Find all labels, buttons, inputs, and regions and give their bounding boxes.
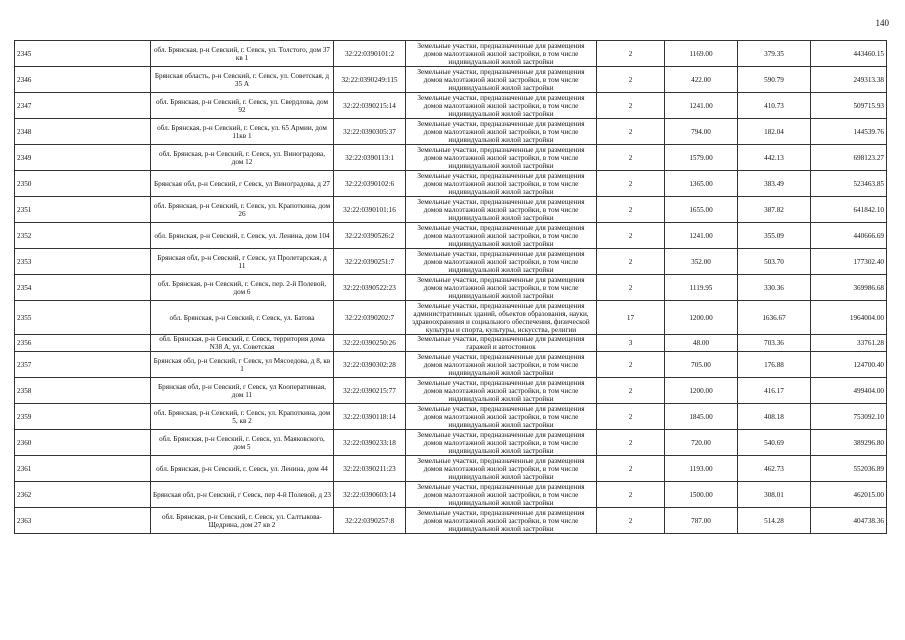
land-use-cell: Земельные участки, предназначенные для размещения домов малоэтажной жилой застройки, в том числе индивидуальной жилой застройки: [406, 41, 597, 67]
row-number: 2361: [15, 456, 151, 482]
cadastral-number-cell: 32:22:0390257:8: [334, 508, 406, 534]
category-code-cell: 2: [597, 456, 665, 482]
category-code-cell: 2: [597, 249, 665, 275]
category-code-cell: 2: [597, 482, 665, 508]
address-cell: обл. Брянская, р-н Севский, г. Севск, ул. Толстого, дом 37 кв 1: [151, 41, 334, 67]
table-row: [15, 508, 887, 534]
cadastral-number-cell: 32:22:0390211:23: [334, 456, 406, 482]
address-cell: обл. Брянская, р-н Севский, г. Севск, ул. Крапоткина, дом 5, кв 2: [151, 404, 334, 430]
row-number: 2355: [15, 301, 151, 335]
specific-value-cell: 383.49: [738, 171, 811, 197]
specific-value-cell: 410.73: [738, 93, 811, 119]
category-code-cell: 3: [597, 335, 665, 352]
category-code-cell: 2: [597, 197, 665, 223]
specific-value-cell: 308.01: [738, 482, 811, 508]
row-number: 2349: [15, 145, 151, 171]
cadastral-value-cell: 124700.40: [811, 352, 887, 378]
specific-value-cell: 540.69: [738, 430, 811, 456]
cadastral-number-cell: 32:22:0390251:7: [334, 249, 406, 275]
specific-value-cell: 590.79: [738, 67, 811, 93]
area-cell: 1655.00: [665, 197, 738, 223]
address-cell: Брянская обл, р-н Севский, г Севск, ул Пролетарская, д 11: [151, 249, 334, 275]
area-cell: 422.00: [665, 67, 738, 93]
row-number: 2354: [15, 275, 151, 301]
cadastral-number-cell: 32:22:0390233:18: [334, 430, 406, 456]
cadastral-number-cell: 32:22:0390603:14: [334, 482, 406, 508]
row-number: 2362: [15, 482, 151, 508]
category-code-cell: 2: [597, 41, 665, 67]
land-use-cell: Земельные участки, предназначенные для размещения домов малоэтажной жилой застройки, в том числе индивидуальной жилой застройки: [406, 275, 597, 301]
cadastral-value-cell: 440666.69: [811, 223, 887, 249]
cadastral-number-cell: 32:22:0390202:7: [334, 301, 406, 335]
category-code-cell: 2: [597, 352, 665, 378]
cadastral-number-cell: 32:22:0390250:26: [334, 335, 406, 352]
specific-value-cell: 503.70: [738, 249, 811, 275]
cadastral-value-cell: 509715.93: [811, 93, 887, 119]
cadastral-value-cell: 641842.10: [811, 197, 887, 223]
cadastral-number-cell: 32:22:0390118:14: [334, 404, 406, 430]
land-use-cell: Земельные участки, предназначенные для размещения домов малоэтажной жилой застройки, в том числе индивидуальной жилой застройки: [406, 482, 597, 508]
area-cell: 352.00: [665, 249, 738, 275]
table-row: [15, 249, 887, 275]
cadastral-value-cell: 499404.00: [811, 378, 887, 404]
area-cell: 1119.95: [665, 275, 738, 301]
specific-value-cell: 330.36: [738, 275, 811, 301]
table-row: [15, 41, 887, 67]
table-row: [15, 119, 887, 145]
area-cell: 1579.00: [665, 145, 738, 171]
category-code-cell: 2: [597, 93, 665, 119]
specific-value-cell: 176.88: [738, 352, 811, 378]
address-cell: обл. Брянская, р-н Севский, г. Севск, ул. Виноградова, дом 12: [151, 145, 334, 171]
land-use-cell: Земельные участки, предназначенные для размещения гаражей и автостоянок: [406, 335, 597, 352]
row-number: 2352: [15, 223, 151, 249]
address-cell: обл. Брянская, р-н Севский, г. Севск, пер. 2-й Полевой, дом 6: [151, 275, 334, 301]
cadastral-value-cell: 404738.36: [811, 508, 887, 534]
area-cell: 1241.00: [665, 223, 738, 249]
cadastral-number-cell: 32:22:0390526:2: [334, 223, 406, 249]
category-code-cell: 2: [597, 378, 665, 404]
land-use-cell: Земельные участки, предназначенные для размещения домов малоэтажной жилой застройки, в том числе индивидуальной жилой застройки: [406, 508, 597, 534]
cadastral-number-cell: 32:22:0390215:77: [334, 378, 406, 404]
area-cell: 787.00: [665, 508, 738, 534]
cadastral-number-cell: 32:22:0390101:16: [334, 197, 406, 223]
category-code-cell: 2: [597, 404, 665, 430]
row-number: 2345: [15, 41, 151, 67]
address-cell: обл. Брянская, р-н Севский, г. Севск, ул. Батова: [151, 301, 334, 335]
address-cell: Брянская обл, р-н Севский, г Севск, пер 4-й Полевой, д 23: [151, 482, 334, 508]
area-cell: 1845.00: [665, 404, 738, 430]
table-row: [15, 93, 887, 119]
category-code-cell: 2: [597, 223, 665, 249]
area-cell: 1169.00: [665, 41, 738, 67]
address-cell: Брянская область, р-н Севский, г. Севск, ул. Советская, д 35 А: [151, 67, 334, 93]
row-number: 2363: [15, 508, 151, 534]
table-row: [15, 482, 887, 508]
area-cell: 1200.00: [665, 378, 738, 404]
cadastral-value-cell: 753092.10: [811, 404, 887, 430]
cadastral-number-cell: 32:22:0390102:6: [334, 171, 406, 197]
land-use-cell: Земельные участки, предназначенные для размещения домов малоэтажной жилой застройки, в том числе индивидуальной жилой застройки: [406, 67, 597, 93]
area-cell: 720.00: [665, 430, 738, 456]
row-number: 2346: [15, 67, 151, 93]
table-row: [15, 456, 887, 482]
land-use-cell: Земельные участки, предназначенные для размещения домов малоэтажной жилой застройки, в том числе индивидуальной жилой застройки: [406, 249, 597, 275]
specific-value-cell: 387.82: [738, 197, 811, 223]
land-use-cell: Земельные участки, предназначенные для размещения домов малоэтажной жилой застройки, в том числе индивидуальной жилой застройки: [406, 197, 597, 223]
category-code-cell: 2: [597, 171, 665, 197]
specific-value-cell: 442.13: [738, 145, 811, 171]
row-number: 2348: [15, 119, 151, 145]
specific-value-cell: 408.18: [738, 404, 811, 430]
address-cell: обл. Брянская, р-н Севский, г. Севск, ул. Ленина, дом 104: [151, 223, 334, 249]
table-row: [15, 430, 887, 456]
cadastral-value-cell: 698123.27: [811, 145, 887, 171]
table-row: [15, 145, 887, 171]
row-number: 2359: [15, 404, 151, 430]
cadastral-value-cell: 177302.40: [811, 249, 887, 275]
land-use-cell: Земельные участки, предназначенные для размещения административных зданий, объектов образования, науки, здравоохранения и социального обеспечения, физической культуры и спорта, культуры, искусства, религии: [406, 301, 597, 335]
row-number: 2356: [15, 335, 151, 352]
row-number: 2347: [15, 93, 151, 119]
row-number: 2357: [15, 352, 151, 378]
cadastral-value-cell: 369986.68: [811, 275, 887, 301]
specific-value-cell: 462.73: [738, 456, 811, 482]
specific-value-cell: 355.09: [738, 223, 811, 249]
land-use-cell: Земельные участки, предназначенные для размещения домов малоэтажной жилой застройки, в том числе индивидуальной жилой застройки: [406, 430, 597, 456]
table-row: [15, 301, 887, 335]
land-use-cell: Земельные участки, предназначенные для размещения домов малоэтажной жилой застройки, в том числе индивидуальной жилой застройки: [406, 378, 597, 404]
cadastral-number-cell: 32:22:0390101:2: [334, 41, 406, 67]
land-use-cell: Земельные участки, предназначенные для размещения домов малоэтажной жилой застройки, в том числе индивидуальной жилой застройки: [406, 223, 597, 249]
category-code-cell: 17: [597, 301, 665, 335]
address-cell: обл. Брянская, р-н Севский, г. Севск, ул. Крапоткина, дом 26: [151, 197, 334, 223]
specific-value-cell: 416.17: [738, 378, 811, 404]
area-cell: 705.00: [665, 352, 738, 378]
category-code-cell: 2: [597, 119, 665, 145]
cadastral-value-cell: 1964004.00: [811, 301, 887, 335]
area-cell: 1365.00: [665, 171, 738, 197]
area-cell: 794.00: [665, 119, 738, 145]
cadastral-value-cell: 443460.15: [811, 41, 887, 67]
land-use-cell: Земельные участки, предназначенные для размещения домов малоэтажной жилой застройки, в том числе индивидуальной жилой застройки: [406, 456, 597, 482]
cadastral-number-cell: 32:22:0390305:37: [334, 119, 406, 145]
table-row: [15, 335, 887, 352]
land-use-cell: Земельные участки, предназначенные для размещения домов малоэтажной жилой застройки, в том числе индивидуальной жилой застройки: [406, 404, 597, 430]
table-row: [15, 171, 887, 197]
cadastral-value-table: [14, 40, 887, 534]
area-cell: 1241.00: [665, 93, 738, 119]
row-number: 2358: [15, 378, 151, 404]
specific-value-cell: 1636.67: [738, 301, 811, 335]
row-number: 2351: [15, 197, 151, 223]
specific-value-cell: 182.04: [738, 119, 811, 145]
cadastral-number-cell: 32:22:0390249:115: [334, 67, 406, 93]
area-cell: 1193.00: [665, 456, 738, 482]
address-cell: обл. Брянская, р-н Севский, г. Севск, ул. Свердлова, дом 92: [151, 93, 334, 119]
cadastral-number-cell: 32:22:0390113:1: [334, 145, 406, 171]
cadastral-value-cell: 523463.85: [811, 171, 887, 197]
category-code-cell: 2: [597, 145, 665, 171]
cadastral-number-cell: 32:22:0390522:23: [334, 275, 406, 301]
address-cell: Брянская обл, р-н Севский, г Севск, ул Кооперативная, дом 11: [151, 378, 334, 404]
specific-value-cell: 379.35: [738, 41, 811, 67]
cadastral-value-cell: 144539.76: [811, 119, 887, 145]
category-code-cell: 2: [597, 508, 665, 534]
cadastral-value-cell: 249313.38: [811, 67, 887, 93]
row-number: 2353: [15, 249, 151, 275]
address-cell: обл. Брянская, р-н Севский, г. Севск, ул. Ленина, дом 44: [151, 456, 334, 482]
table-row: [15, 275, 887, 301]
page-number: 140: [875, 18, 889, 28]
table-row: [15, 197, 887, 223]
address-cell: обл. Брянская, р-н Севский, г. Севск, ул. Салтыкова-Щедрина, дом 27 кв 2: [151, 508, 334, 534]
address-cell: обл. Брянская, р-н Севский, г. Севск, ул. 65 Армии, дом 11кв 1: [151, 119, 334, 145]
category-code-cell: 2: [597, 275, 665, 301]
table-row: [15, 223, 887, 249]
table-row: [15, 67, 887, 93]
land-use-cell: Земельные участки, предназначенные для размещения домов малоэтажной жилой застройки, в том числе индивидуальной жилой застройки: [406, 145, 597, 171]
land-use-cell: Земельные участки, предназначенные для размещения домов малоэтажной жилой застройки, в том числе индивидуальной жилой застройки: [406, 119, 597, 145]
area-cell: 1200.00: [665, 301, 738, 335]
address-cell: обл. Брянская, р-н Севский, г. Севск, ул. Маяковского, дом 5: [151, 430, 334, 456]
specific-value-cell: 703.36: [738, 335, 811, 352]
cadastral-number-cell: 32:22:0390215:14: [334, 93, 406, 119]
table-row: [15, 404, 887, 430]
row-number: 2350: [15, 171, 151, 197]
cadastral-number-cell: 32:22:0390302:28: [334, 352, 406, 378]
address-cell: Брянская обл, р-н Севский, г Севск, ул Мясоедова, д 8, кв 1: [151, 352, 334, 378]
land-use-cell: Земельные участки, предназначенные для размещения домов малоэтажной жилой застройки, в том числе индивидуальной жилой застройки: [406, 352, 597, 378]
area-cell: 48.00: [665, 335, 738, 352]
table-row: [15, 352, 887, 378]
land-use-cell: Земельные участки, предназначенные для размещения домов малоэтажной жилой застройки, в том числе индивидуальной жилой застройки: [406, 93, 597, 119]
cadastral-value-cell: 33761.28: [811, 335, 887, 352]
category-code-cell: 2: [597, 430, 665, 456]
cadastral-value-cell: 552036.89: [811, 456, 887, 482]
row-number: 2360: [15, 430, 151, 456]
address-cell: обл. Брянская, р-н Севский, г. Севск, территория дома N38 А, ул. Советская: [151, 335, 334, 352]
cadastral-value-cell: 389296.80: [811, 430, 887, 456]
category-code-cell: 2: [597, 67, 665, 93]
specific-value-cell: 514.28: [738, 508, 811, 534]
table-row: [15, 378, 887, 404]
cadastral-value-cell: 462015.00: [811, 482, 887, 508]
land-use-cell: Земельные участки, предназначенные для размещения домов малоэтажной жилой застройки, в том числе индивидуальной жилой застройки: [406, 171, 597, 197]
area-cell: 1500.00: [665, 482, 738, 508]
address-cell: Брянская обл, р-н Севский, г Севск, ул Виноградова, д 27: [151, 171, 334, 197]
